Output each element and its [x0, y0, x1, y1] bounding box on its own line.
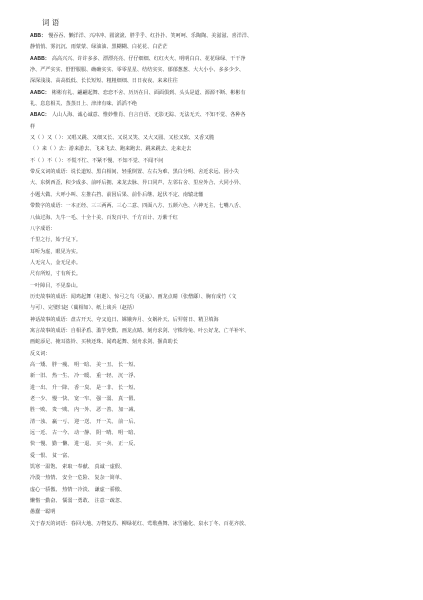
line-text: 高一矮、 胖一瘦、 明一暗、 美一丑、 长一短、: [30, 361, 139, 368]
text-line: [30, 190, 393, 201]
text-line: [30, 315, 393, 326]
line-text: 八字成语：: [30, 225, 56, 232]
text-line: [30, 292, 393, 303]
text-line: [30, 485, 393, 496]
text-line: [30, 178, 393, 189]
line-text: 静悄悄、雾沉沉、雨蒙蒙、绿油油、黑糊糊、白花花、白茫茫: [30, 44, 168, 51]
line-text: 礼、息息相关、蒸蒸日上、津津有味、滔滔不绝: [30, 101, 138, 108]
page-heading: 词 语: [42, 18, 60, 27]
line-text: 神话故事的成语：盘古开天、夸父追日、嫦娥奔月、女娲补天、后羿射日、精卫填海: [30, 316, 219, 323]
line-text: 八仙过海、九牛一毛、十全十美、百发百中、千方百计、万紫千红: [30, 214, 178, 221]
line-text: 愚蠢一聪明: [30, 509, 56, 516]
line-text: 与可）、完璧归赵（蔺相如）、纸上谈兵（赵括）: [30, 305, 138, 312]
text-line: [30, 167, 393, 178]
line-text: 寓言故事的成语：自相矛盾、滥竽充数、画龙点睛、刻舟求剑、守株待兔、叶公好龙、亡羊补牢、: [30, 327, 250, 334]
text-line: [30, 235, 393, 246]
line-text: 爱一恨、 贫一富、: [30, 452, 73, 459]
line-text: 大、东倒西歪、积少成多、前呼后拥、来龙去脉、异口同声、左邻右舍、里应外合、大同小异、: [30, 180, 245, 187]
line-text: 带反义词的成语：说长道短、黑白相间、轻重倒置、左右为难、黑白分明、舍近求远、因小失: [30, 169, 239, 176]
text-line: [30, 76, 393, 87]
line-text: （ ）来（ ）去：游来游去、飞来飞去、跑来跑去、跳来跳去、走来走去: [30, 146, 192, 153]
line-text: 饥寒一温饱、 索取一奉献、 真诚一虚假、: [30, 464, 126, 471]
text-line: [30, 507, 393, 518]
text-line: [30, 99, 393, 110]
line-text: 彬彬有礼、翩翩起舞、恋恋不舍、历历在目、面面俱到、头头是道、源源不断、彬彬有: [51, 89, 246, 96]
line-text: 小题大做、大呼小叫、左推右挡、前因后果、前仆后继、起伏不定、南辕北辙: [30, 191, 204, 198]
line-text: 尺有所短，寸有所长。: [30, 271, 81, 278]
line-text: 又（ ）又（ ）：又唱又跳、又细又长、又说又笑、又大又圆、又松又软、又香又脆: [30, 135, 215, 142]
text-line: [30, 349, 393, 360]
text-line: [30, 360, 393, 371]
text-line: [30, 428, 393, 439]
text-line: [30, 269, 393, 280]
text-line: [30, 496, 393, 507]
line-text: 画蛇添足、掩耳盗铃、买椟还珠、闻鸡起舞、刻舟求剑、揠苗助长: [30, 339, 178, 346]
text-line: [30, 65, 393, 76]
text-line: [30, 110, 393, 121]
line-text: 人山人海、诚心诚意、惟妙惟肖、自言自语、无影无踪、无法无天、不知不觉、各种各: [51, 112, 246, 119]
line-text: 新一旧、 热一生、 冷一暖、 重一轻、 沉一浮、: [30, 373, 139, 380]
text-line: [30, 519, 393, 530]
pattern-label: ABAC：: [30, 112, 50, 119]
text-line: [30, 213, 393, 224]
text-line: [30, 31, 393, 42]
line-text: 带数字的成语：一本正经、三三两两、三心二意、四面八方、五颜六色、六神无主、七嘴八舌、: [30, 203, 245, 210]
text-body: [30, 31, 393, 530]
line-text: 进一出、 升一降、 香一臭、 是一非、 长一短、: [30, 384, 139, 391]
line-text: 净、严严实实、舒舒服服、确确实实、零零星星、结结实实、郁郁葱葱、大大小小、多多少少、: [30, 67, 245, 74]
text-line: [30, 156, 393, 167]
text-line: [30, 201, 393, 212]
pattern-label: AABC：: [30, 89, 50, 96]
line-text: 耳听为虚，眼见为实。: [30, 248, 81, 255]
text-line: [30, 88, 393, 99]
text-line: [30, 417, 393, 428]
text-line: [30, 54, 393, 65]
text-line: [30, 326, 393, 337]
pattern-label: AABB：: [30, 55, 50, 62]
text-line: [30, 144, 393, 155]
text-line: [30, 42, 393, 53]
text-line: [30, 133, 393, 144]
text-line: [30, 462, 393, 473]
line-text: 历史故事的成语：闻鸡起舞（祖逖）、惊弓之鸟（更羸）、画龙点睛（张僧繇）、胸有成竹（文: [30, 293, 237, 300]
text-line: [30, 371, 393, 382]
line-text: 胜一败、 贵一贱、 内一外、 恶一善、 加一减、: [30, 407, 139, 414]
text-line: [30, 337, 393, 348]
line-text: 懒惰一勤奋、 懦弱一勇敢、 注意一疏忽、: [30, 498, 126, 505]
line-text: 冷漠一热情、 安全一危险、 复杂一简单、: [30, 475, 126, 482]
line-text: 慢吞吞、懒洋洋、兴冲冲、圆滚滚、胖乎乎、红扑扑、笑呵呵、乐陶陶、美滋滋、喜洋洋、: [48, 33, 253, 39]
text-line: [30, 451, 393, 462]
line-text: 样: [30, 123, 36, 130]
text-line: [30, 281, 393, 292]
text-line: [30, 473, 393, 484]
text-line: [30, 303, 393, 314]
text-line: [30, 405, 393, 416]
line-text: 一叶障目，不见泰山。: [30, 282, 81, 289]
line-text: 清一浊、 赢一亏、 迎一送、 开一关、 前一后、: [30, 418, 139, 425]
line-text: 老一少、 慢一快、 宽一窄、 强一弱、 真一假、: [30, 396, 139, 402]
text-line: [30, 258, 393, 269]
text-line: [30, 122, 393, 133]
line-text: 深深浅浅、高高低低、长长短短、粗粗细细、日日夜夜、来来往往: [30, 78, 178, 85]
text-line: [30, 383, 393, 394]
text-line: [30, 247, 393, 258]
pattern-label: ABB：: [30, 33, 47, 39]
line-text: 高高兴兴、许许多多、漂漂亮亮、仔仔细细、红红火火、明明白白、花花绿绿、干干净: [51, 55, 246, 62]
line-text: 不（ ）不（ ）：不慌不忙、不紧不慢、不知不觉、不闻不问: [30, 157, 164, 164]
line-text: 人无完人，金无足赤。: [30, 259, 81, 266]
line-text: 千里之行，始于足下。: [30, 237, 81, 244]
line-text: 虚心一骄傲、 热情一冷淡、 谦虚一骄傲、: [30, 486, 126, 493]
text-line: [30, 394, 393, 405]
line-text: 快一慢、 勤一懒、 进一退、 买一卖、 正一反、: [30, 441, 139, 448]
text-line: [30, 224, 393, 235]
text-line: [30, 439, 393, 450]
line-text: 反义词：: [30, 350, 51, 357]
line-text: 关于春天的词语：春回大地、万物复苏、柳绿花红、莺歌燕舞、冰雪融化、泉水丁冬、百花齐放、: [30, 520, 250, 527]
line-text: 远一近、 古一今、 动一静、 阴一晴、 明一暗、: [30, 430, 139, 437]
